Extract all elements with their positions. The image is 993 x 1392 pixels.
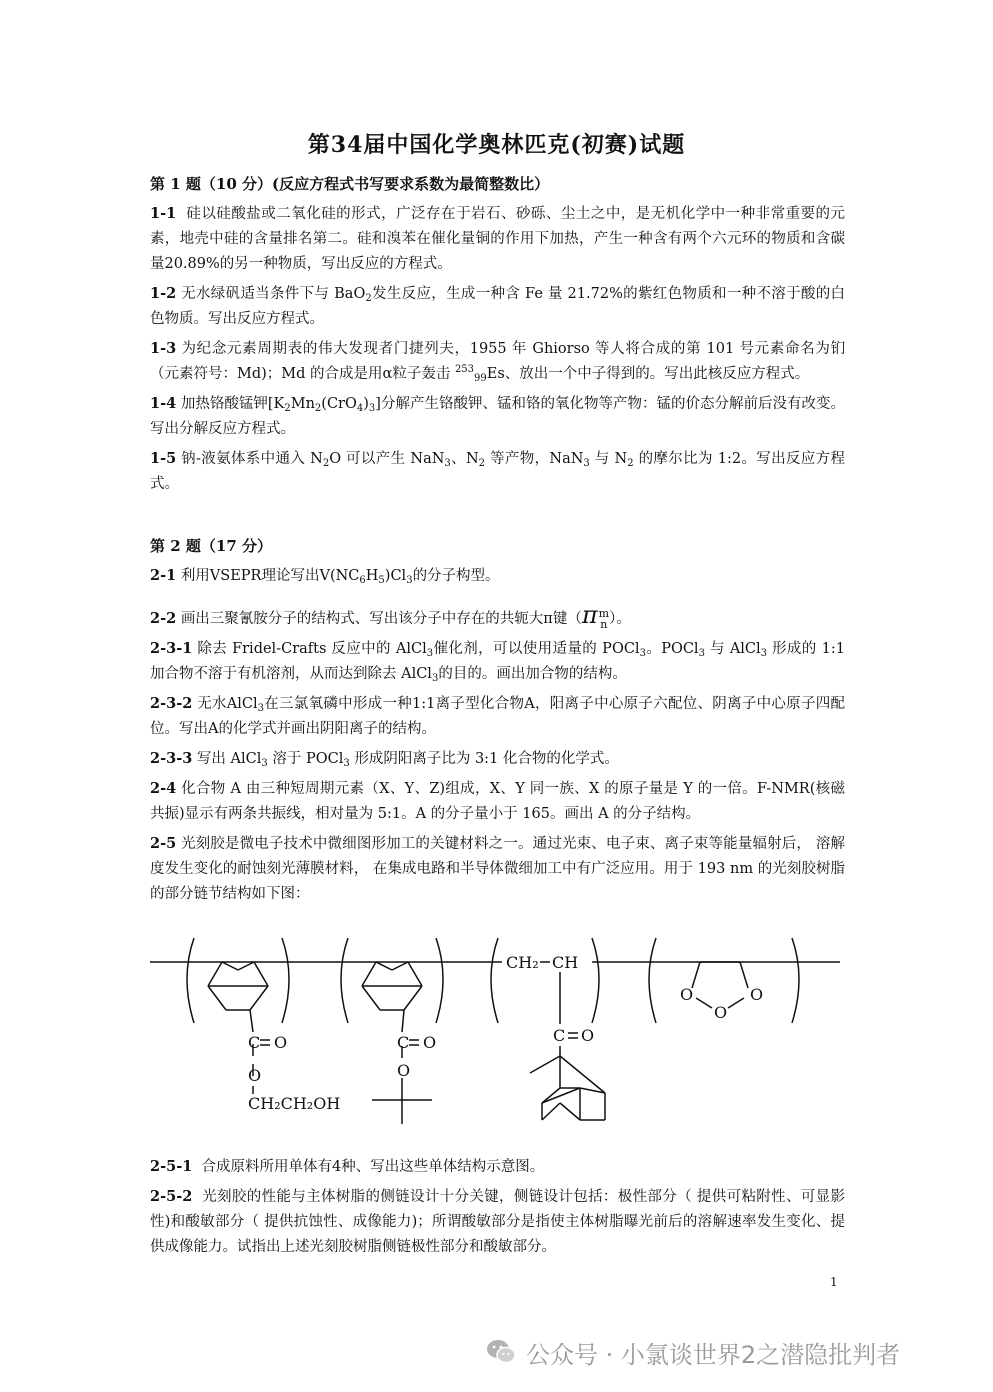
item-text: 无水绿矾适当条件下与 BaO: [181, 286, 366, 302]
pi-superscript: m: [598, 607, 610, 620]
item-text: 溶于 POCl: [267, 751, 344, 767]
item-number: 1-4: [150, 395, 177, 412]
item-text: 利用VSEPR理论写出V(NC: [180, 568, 360, 584]
item-text: 硅以硅酸盐或二氧化硅的形式，广泛存在于岩石、砂砾、尘土之中，是无机化学中一种非常重要的元素，地壳中硅的含量排名第二。硅和溴苯在催化量铜的作用下加热，产生一种含有两个六元环的物质和含碳量20.89%的另一种物质，写出反应的方程式。: [150, 206, 846, 272]
item-text: 催化剂，可以使用适量的 POCl: [433, 641, 640, 657]
item-text: O 可以产生 NaN: [329, 451, 445, 467]
question-1: [150, 172, 845, 501]
subscript: 3: [639, 648, 646, 659]
subscript: 2: [314, 403, 322, 414]
subscript: 2: [478, 458, 486, 469]
item-number: 2-2: [150, 610, 177, 627]
anhydride-oxygen-right: O: [750, 985, 764, 1004]
item-number: 2-5: [150, 835, 177, 852]
carbon-atom: C: [248, 1033, 261, 1052]
item-2-3-2: [150, 691, 845, 742]
subscript: 5: [378, 575, 385, 586]
carbonyl-oxygen: O: [423, 1033, 437, 1052]
item-2-4: [150, 776, 845, 827]
item-text: 的目的。画出加合物的结构。: [438, 666, 627, 682]
item-1-1: [150, 201, 845, 277]
item-number: 2-4: [150, 780, 177, 797]
item-text: 的分子构型。: [412, 568, 500, 584]
subscript: 3: [444, 458, 451, 469]
subscript: 3: [583, 458, 590, 469]
item-text: Es、放出一个中子得到的。写出此核反应方程式。: [486, 366, 810, 382]
item-text: 合成原料所用单体有4种、写出这些单体结构示意图。: [201, 1159, 545, 1175]
subscript: 4: [356, 403, 364, 414]
item-number: 1-3: [150, 340, 177, 357]
item-2-5-2: [150, 1184, 845, 1260]
subscript: 3: [257, 703, 264, 714]
item-number: 1-5: [150, 450, 177, 467]
anhydride-ring: [692, 962, 748, 1008]
subscript: 3: [261, 758, 268, 769]
question-2-continued: [150, 1154, 845, 1264]
bracket-left: [649, 938, 656, 1023]
carbonyl-oxygen: O: [274, 1033, 288, 1052]
item-2-1: [150, 563, 845, 589]
subscript: 3: [698, 648, 705, 659]
resin-structure-figure: [140, 928, 850, 1133]
pi-subscript: n: [600, 618, 608, 631]
ester-oxygen: O: [397, 1061, 411, 1080]
item-text: (CrO: [321, 396, 357, 412]
item-number: 2-3-2: [150, 695, 193, 712]
adamantyl-group: [530, 1046, 605, 1120]
anhydride-ring-oxygen: O: [714, 1003, 728, 1022]
subscript: 3: [368, 403, 376, 414]
bracket-right: [282, 938, 289, 1023]
subscript: 6: [359, 575, 366, 586]
item-text: 画出三聚氰胺分子的结构式、写出该分子中存在的共轭大π键（: [180, 611, 582, 627]
item-text: 光刻胶的性能与主体树脂的侧链设计十分关键，侧链设计包括：极性部分（ 提供可粘附性、可显影性)和酸敏部分（ 提供抗蚀性、成像能力)；所谓酸敏部分是指使主体树脂曝光前后的溶解速率发生变化、提供成像能力。试指出上述光刻胶树脂侧链极性部分和酸敏部分。: [150, 1189, 846, 1255]
item-text: 无水AlCl: [197, 696, 258, 712]
question-2-heading: 第 2 题（17 分）: [150, 537, 272, 555]
subscript: 3: [426, 648, 434, 659]
ester-oxygen: O: [248, 1066, 262, 1085]
item-2-5: [150, 831, 845, 907]
item-text: 、N: [450, 451, 479, 467]
carbon-atom: C: [553, 1026, 566, 1045]
watermark: [486, 1332, 900, 1372]
norbornane-ring-1: [208, 962, 268, 1032]
methylene-group: CH₂: [506, 953, 539, 972]
item-text: Mn: [290, 396, 315, 412]
subscript: 2: [365, 293, 372, 304]
subscript: 2: [627, 458, 634, 469]
item-text: 发生反应，生成一种含 Fe 量 21.72%的紫红色物质和一种不溶于酸的白色物质。写出反应方程式。: [150, 286, 846, 327]
item-text: 等产物，NaN: [485, 451, 584, 467]
hydroxyethyl-group: CH₂CH₂OH: [248, 1094, 341, 1113]
item-text: 。POCl: [645, 641, 699, 657]
item-number: 1-1: [150, 205, 177, 222]
item-number: 2-1: [150, 567, 177, 584]
bracket-left: [341, 938, 348, 1023]
carbonyl-oxygen: O: [581, 1026, 595, 1045]
item-1-5: [150, 446, 845, 497]
item-1-4: [150, 391, 845, 442]
item-text: ]分解产生铬酸钾、锰和铬的氧化物等产物：锰的价态分解前后没有改变。写出分解反应方程式。: [150, 396, 846, 437]
item-1-3: [150, 336, 845, 387]
item-text: 除去 Fridel-Crafts 反应中的 AlCl: [197, 641, 427, 657]
item-1-2: [150, 281, 845, 332]
item-number: 1-2: [150, 285, 177, 302]
subscript: 3: [343, 758, 350, 769]
item-text: 的摩尔比为 1:2。写出反应方程式。: [150, 451, 846, 492]
item-number: 2-5-1: [150, 1158, 193, 1175]
bracket-right: [792, 938, 799, 1023]
item-number: 2-3-1: [150, 640, 193, 657]
item-text: 钠-液氨体系中通入 N: [181, 451, 323, 467]
bracket-right: [436, 938, 443, 1023]
bracket-right: [592, 938, 599, 1023]
subscript: 3: [760, 648, 768, 659]
item-text: 与 N: [589, 451, 628, 467]
page-title: 第34届中国化学奥林匹克(初赛)试题: [307, 132, 686, 158]
item-text: 为纪念元素周期表的伟大发现者门捷列夫，1955 年 Ghiorso 等人将合成的第 101 号元素命名为钔（元素符号：Md)；Md 的合成是用α粒子轰击: [150, 341, 845, 382]
carbon-atom: C: [397, 1033, 410, 1052]
item-text: 化合物 A 由三种短周期元素（X、Y、Z)组成，X、Y 同一族、X 的原子量是 Y 的一倍。F-NMR(核磁共振)显示有两条共振线，相对量为 5:1。A 的分子量小于 165。画出 A 的分子结构。: [150, 781, 845, 822]
item-number: 2-5-2: [150, 1188, 193, 1205]
norbornane-ring-2: [362, 962, 422, 1032]
subscript: 3: [431, 673, 439, 684]
item-text: 加热铬酸锰钾[K: [180, 396, 285, 412]
question-1-heading: 第 1 题（10 分）(反应方程式书写要求系数为最简整数比）: [150, 175, 550, 193]
item-text: ): [363, 396, 369, 412]
subscript: 3: [406, 575, 413, 586]
item-2-2: [150, 603, 845, 632]
item-2-5-1: [150, 1154, 845, 1180]
subscript: 2: [284, 403, 291, 414]
item-2-3-1: [150, 636, 845, 687]
atomic-number: 99: [474, 373, 487, 384]
bracket-left: [187, 938, 194, 1023]
pi-symbol: π: [581, 601, 598, 629]
anhydride-oxygen-left: O: [680, 985, 694, 1004]
subscript: 2: [322, 458, 330, 469]
item-text: ）。: [609, 611, 631, 627]
item-text: 在三氯氧磷中形成一种1:1离子型化合物A，阳离子中心原子六配位、阴离子中心原子四配位。写出A的化学式并画出阴阳离子的结构。: [150, 696, 845, 737]
page-number: 1: [830, 1275, 838, 1289]
methine-group: CH: [552, 953, 579, 972]
mass-number: 253: [454, 364, 475, 375]
item-text: 形成阴阳离子比为 3:1 化合物的化学式。: [349, 751, 619, 767]
bracket-left: [491, 938, 498, 1023]
item-2-3-3: [150, 746, 845, 772]
item-text: 写出 AlCl: [196, 751, 262, 767]
item-text: H: [365, 568, 379, 584]
item-number: 2-3-3: [150, 750, 193, 767]
item-text: 光刻胶是微电子技术中微细图形加工的关键材料之一。通过光束、电子束、离子束等能量辐射后， 溶解度发生变化的耐蚀刻光薄膜材料， 在集成电路和半导体微细加工中有广泛应用。用于 193 nm 的光刻胶树脂的部分链节结构如下图：: [150, 836, 845, 902]
question-2: [150, 534, 845, 911]
item-text: )Cl: [384, 568, 407, 584]
watermark-text: 公众号 · 小氯谈世界2之潜隐批判者: [526, 1340, 901, 1369]
wechat-icon: [486, 1338, 516, 1366]
item-text: 形成的 1:1 加合物不溶于有机溶剂，从而达到除去 AlCl: [150, 641, 845, 682]
item-text: 与 AlCl: [704, 641, 761, 657]
